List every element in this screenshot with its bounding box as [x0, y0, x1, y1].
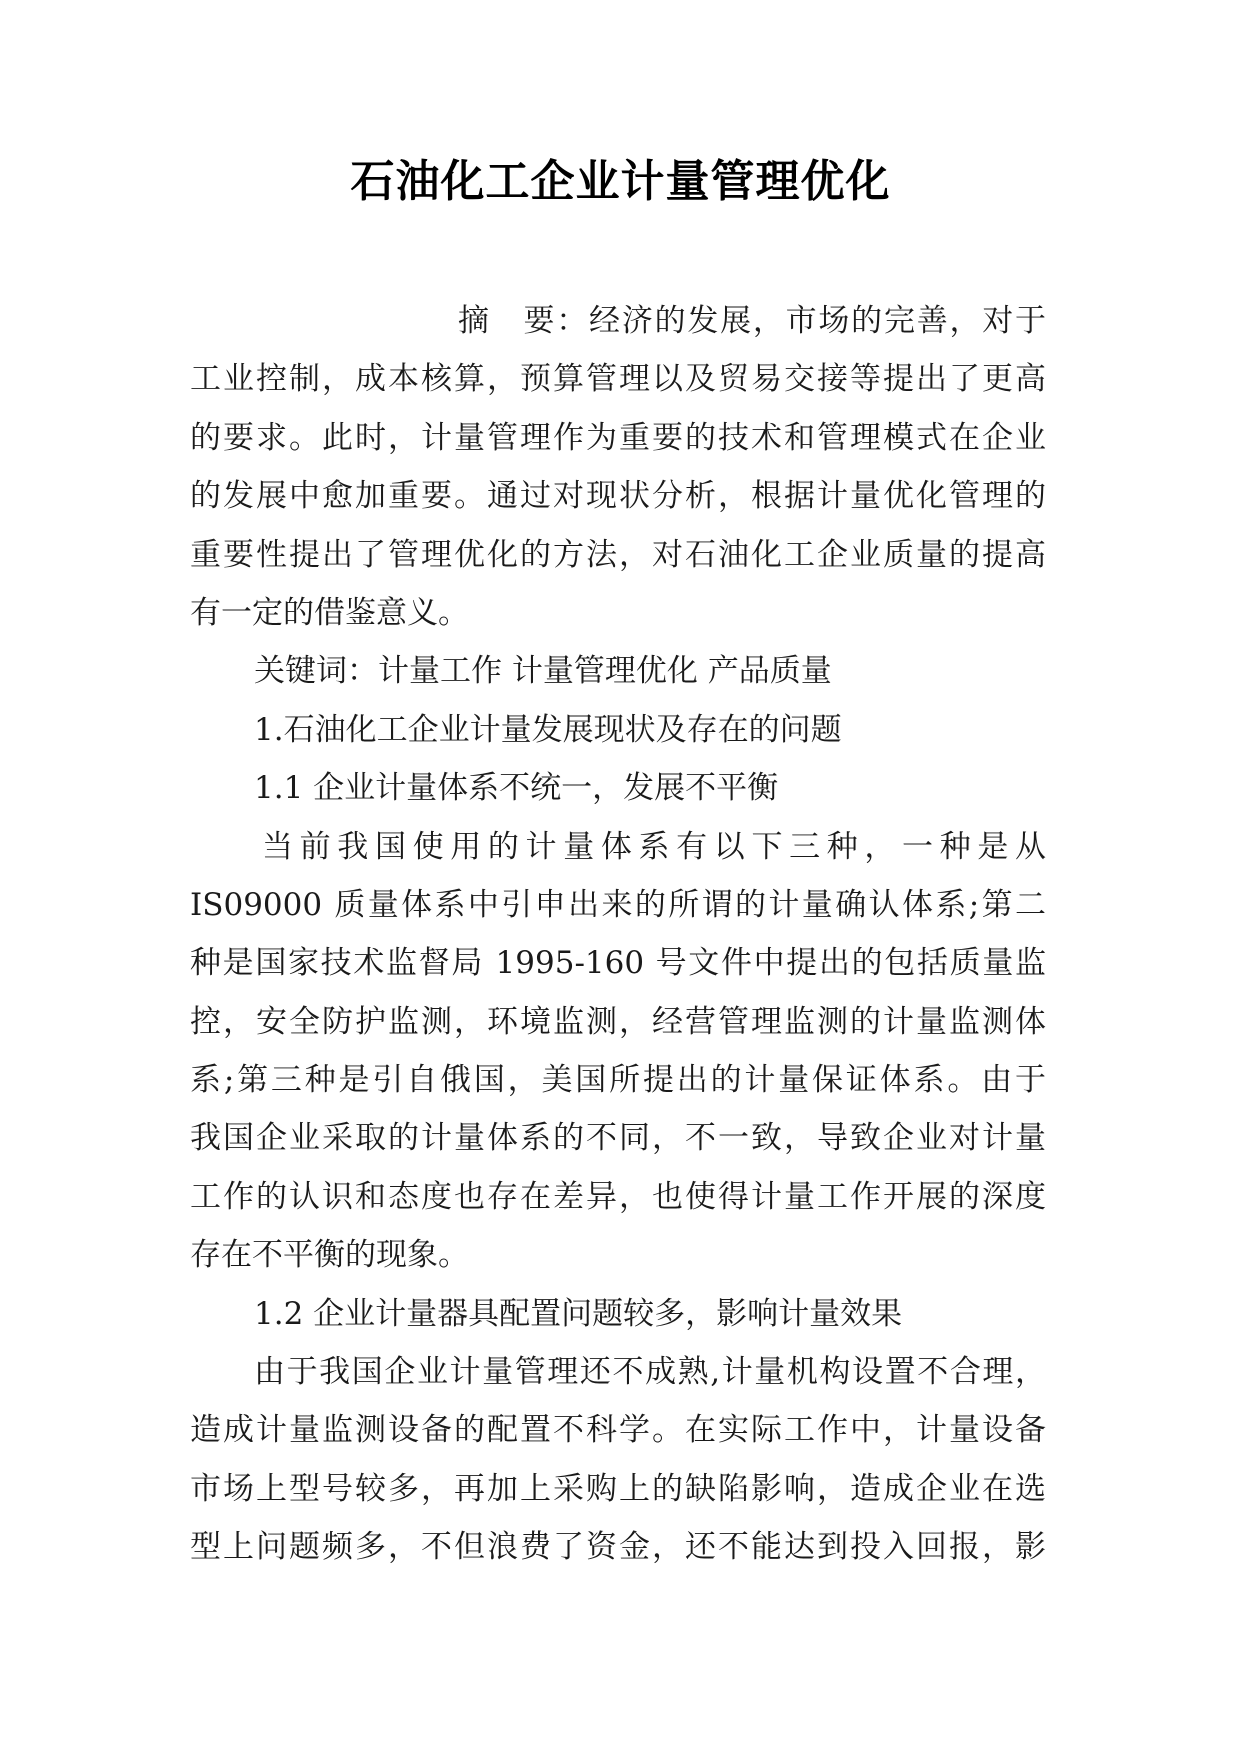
paragraph-line: 由于我国企业计量管理还不成熟,计量机构设置不合理， — [254, 1354, 1046, 1391]
abstract-line: 工业控制，成本核算，预算管理以及贸易交接等提出了更高 — [190, 361, 1046, 398]
abstract-line: 的发展中愈加重要。通过对现状分析，根据计量优化管理的 — [190, 478, 1046, 515]
paragraph-line: 控，安全防护监测，环境监测，经营管理监测的计量监测体 — [190, 1003, 1046, 1040]
paragraph-line: 系;第三种是引自俄国，美国所提出的计量保证体系。由于 — [190, 1062, 1046, 1099]
paragraph-line: 当前我国使用的计量体系有以下三种，一种是从 — [262, 828, 1046, 865]
paragraph-line: 市场上型号较多，再加上采购上的缺陷影响，造成企业在选 — [190, 1470, 1046, 1507]
subsection-heading: 1.2 企业计量器具配置问题较多，影响计量效果 — [254, 1295, 903, 1332]
paragraph-line: IS09000 质量体系中引申出来的所谓的计量确认体系;第二 — [190, 886, 1046, 923]
paragraph-line: 工作的认识和态度也存在差异，也使得计量工作开展的深度 — [190, 1178, 1046, 1215]
abstract-line: 摘 要：经济的发展，市场的完善，对于 — [458, 303, 1046, 339]
paragraph-line: 造成计量监测设备的配置不科学。在实际工作中，计量设备 — [190, 1412, 1046, 1449]
paragraph-line: 我国企业采取的计量体系的不同，不一致，导致企业对计量 — [190, 1120, 1046, 1157]
paragraph-line: 种是国家技术监督局 1995-160 号文件中提出的包括质量监 — [190, 945, 1046, 982]
document-title: 石油化工企业计量管理优化 — [350, 156, 891, 207]
section-heading: 1.石油化工企业计量发展现状及存在的问题 — [254, 711, 842, 748]
paragraph-line: 存在不平衡的现象。 — [190, 1237, 469, 1274]
abstract-line: 重要性提出了管理优化的方法，对石油化工企业质量的提高 — [190, 536, 1046, 573]
abstract-line: 的要求。此时，计量管理作为重要的技术和管理模式在企业 — [190, 419, 1046, 456]
paragraph-line: 型上问题频多，不但浪费了资金，还不能达到投入回报，影 — [190, 1529, 1046, 1566]
document-body — [190, 292, 1046, 1577]
abstract-line: 有一定的借鉴意义。 — [190, 594, 469, 631]
keywords-line: 关键词：计量工作 计量管理优化 产品质量 — [254, 653, 832, 690]
subsection-heading: 1.1 企业计量体系不统一，发展不平衡 — [254, 770, 779, 807]
